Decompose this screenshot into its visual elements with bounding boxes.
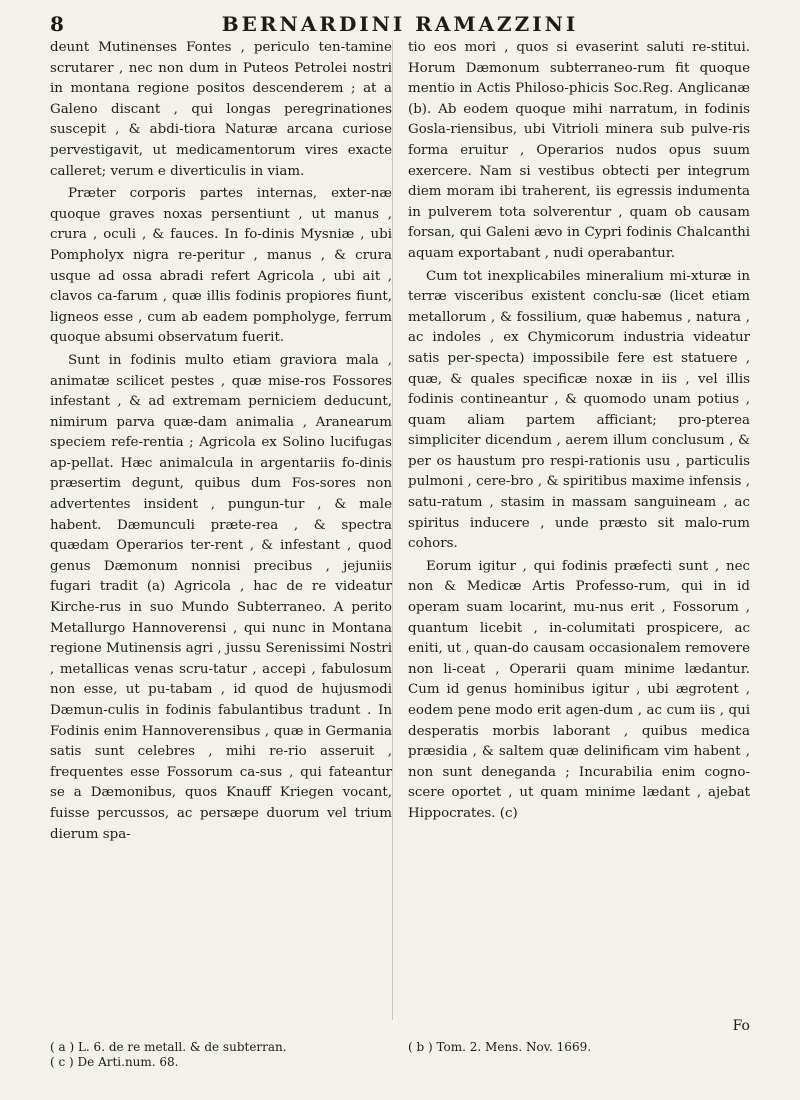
paragraph: Eorum igitur , qui fodinis præfecti sunt , nec non & Medicæ Artis Professo-rum, qui in id operam suam locarint, mu-nus erit , Fossorum , quantum licebit , in-columitati prospicere, ac eniti, ut , quan-do causam occasionalem removere non li-ceat , Operarii quam minime lædantur. Cum id genus hominibus igitur , ubi ægrotent , eodem pene modo erit agen-dum , ac cum iis , qui desperatis morbis laborant , quibus medica præsidia , & saltem quæ delinificam vim habent , non sunt deneganda ; Incurabilia enim cogno-scere oportet , ut quam minime lædant , ajebat Hippocrates. (c) — [408, 558, 750, 821]
page-header — [50, 10, 750, 38]
catchword: Fo — [732, 1018, 750, 1034]
footnote-c: ( c ) De Arti.num. 68. — [50, 1055, 179, 1069]
footnotes-right — [408, 1040, 750, 1070]
text-columns — [50, 38, 750, 847]
paragraph: deunt Mutinenses Fontes , periculo ten-tamine scrutarer , nec non dum in Puteos Petrolei nostri in montana regione positos descenderem ; at a Galeno discant , qui longas peregrinationes suscepit , & abdi-tiora Naturæ arcana curiose pervestigavit, ut medicamentorum vires exacte calleret; verum e diverticulis in viam. — [50, 40, 392, 179]
footnotes — [50, 1040, 750, 1070]
paragraph: tio eos mori , quos si evaserint saluti re-stitui. Horum Dæmonum subterraneo-rum fit quoque mentio in Actis Philoso-phicis Soc.Reg. Anglicanæ (b). Ab eodem quoque mihi narratum, in fodinis Gosla-riensibus, ubi Vitrioli minera sub pulve-ris forma eruitur , Operarios nudos opus suum exercere. Nam si vestibus obtecti per integrum diem moram ibi traherent, iis egressis indumenta in pulverem tota solverentur , quam ob causam forsan, qui Galeni ævo in Cypri fodinis Chalcanthi aquam exportabant , nudi operabantur. — [408, 40, 750, 261]
footnote-b: ( b ) Tom. 2. Mens. Nov. 1669. — [408, 1040, 592, 1054]
running-title: BERNARDINI RAMAZZINI — [221, 12, 579, 36]
footnote-a: ( a ) L. 6. de re metall. & de subterran. — [50, 1040, 287, 1054]
page-number: 8 — [50, 12, 64, 36]
paragraph: Sunt in fodinis multo etiam graviora mala , animatæ scilicet pestes , quæ mise-ros Fossores infestant , & ad extremam perniciem deducunt, nimirum parva quæ-dam animalia , Aranearum speciem refe-rentia ; Agricola ex Solino lucifugas ap-pellat. Hæc animalcula in argentariis fo-dinis præsertim degunt, quibus dum Fos-sores non advertentes insident , pungun-tur , & male habent. Dæmunculi præte-rea , & spectra quædam Operarios ter-rent , & infestant , quod genus Dæmonum nonnisi precibus , jejuniis fugari tradit (a) Agricola , hac de re videatur Kirche-rus in suo Mundo Subterraneo. A perito Metallurgo Hannoverensi , qui nunc in Montana regione Mutinensis agri , jussu Serenissimi Nostri , metallicas venas scru-tatur , accepi , fabulosum non esse, ut pu-tabam , id quod de hujusmodi Dæmun-culis in fodinis fabulantibus tradunt . In Fodinis enim Hannoverensibus , quæ in Germania satis sunt celebres , mihi re-rio asseruit , frequentes esse Fossorum ca-sus , qui fateantur se a Dæmonibus, quos Knauff Kriegen vocant, fuisse percussos, ac persæpe duorum vel trium dierum spa- — [50, 352, 392, 842]
paragraph: Cum tot inexplicabiles mineralium mi-xturæ in terræ visceribus existent conclu-sæ (licet etiam metallorum , & fossilium, quæ habemus , natura , ac indoles , ex Chymicorum industria videatur satis per-specta) impossibile fere est statuere , quæ, & quales specificæ noxæ in iis , vel illis fodinis contineantur , & quomodo unam potius , quam aliam partem afficiant; pro-pterea simpliciter dicendum , aerem illum conclusum , & per os haustum pro respi-rationis usu , particulis pulmoni , cere-bro , & spiritibus maxime infensis , satu-ratum , stasim in massam sanguineam , ac spiritus inducere , unde præsto sit malo-rum cohors. — [408, 268, 750, 552]
paragraph: Præter corporis partes internas, exter-næ quoque graves noxas persentiunt , ut manus , crura , oculi , & fauces. In fo-dinis Mysniæ , ubi Pompholyx nigra re-peritur , manus , & crura usque ad ossa abradi refert Agricola , ubi ait , clavos ca-farum , quæ illis fodinis propiores fiunt, ligneos esse , cum ab eadem pompholyge, ferrum quoque absumi observatum fuerit. — [50, 186, 392, 346]
left-column — [50, 38, 392, 847]
footnotes-left — [50, 1040, 392, 1070]
right-column — [408, 38, 750, 847]
